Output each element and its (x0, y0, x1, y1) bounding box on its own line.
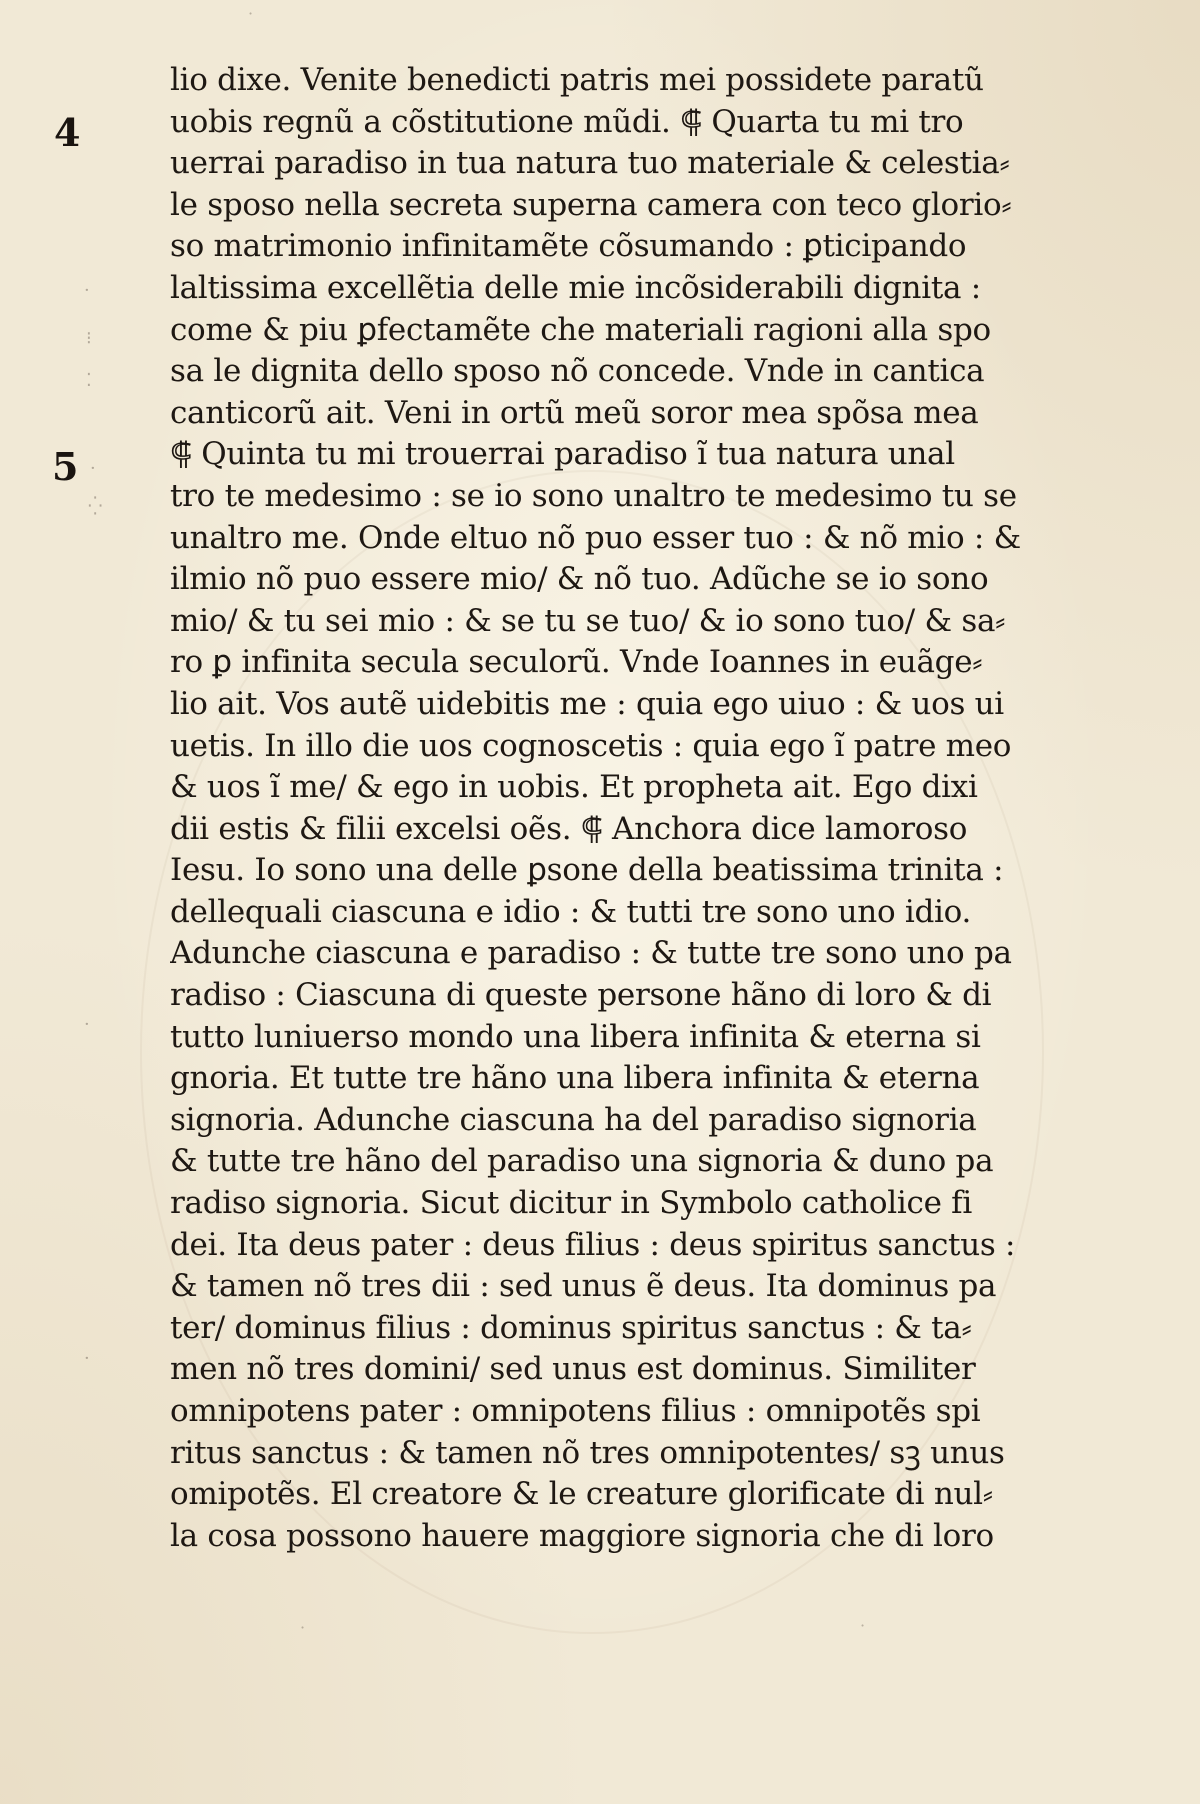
text-line: so matrimonio infinitamẽte cõsumando : ꝑticipando (170, 228, 967, 265)
margin-faint-mark: ⁝ (86, 328, 92, 349)
margin-faint-mark: · (90, 458, 96, 479)
margin-faint-mark: · (84, 1014, 90, 1035)
text-line: canticorũ ait. Veni in ortũ meũ soror mea spõsa mea (170, 394, 979, 431)
text-column (170, 60, 1070, 1557)
text-line: uobis regnũ a cõstitutione mũdi. ⸿ Quarta tu mi tro (170, 103, 964, 140)
margin-mark-five: 5 (52, 444, 79, 489)
margin-faint-mark: · (84, 280, 90, 301)
margin-mark-four: 4 (54, 110, 81, 155)
text-line: lio ait. Vos autẽ uidebitis me : quia ego uiuo : & uos ui (170, 685, 1004, 722)
text-line: & uos ĩ me/ & ego in uobis. Et propheta ait. Ego dixi (170, 769, 978, 806)
paper-speck: · (300, 1618, 306, 1637)
paper-speck: · (860, 1616, 866, 1635)
text-line: mio/ & tu sei mio : & se tu se tuo/ & io sono tuo/ & sa⸗ (170, 602, 1006, 639)
text-line: uetis. In illo die uos cognoscetis : quia ego ĩ patre meo (170, 727, 1012, 764)
text-line: la cosa possono hauere maggiore signoria che di loro (170, 1517, 994, 1554)
text-line: sa le dignita dello sposo nõ concede. Vnde in cantica (170, 353, 985, 390)
text-line: uerrai paradiso in tua natura tuo materiale & celestia⸗ (170, 145, 1010, 182)
text-line: dii estis & filii excelsi oẽs. ⸿ Anchora dice lamoroso (170, 810, 968, 847)
margin-faint-mark: · (84, 1348, 90, 1369)
text-line: radiso signoria. Sicut dicitur in Symbolo catholice fi (170, 1185, 972, 1222)
text-line: unaltro me. Onde eltuo nõ puo esser tuo : & nõ mio : & (170, 519, 1021, 556)
text-line: omnipotens pater : omnipotens filius : omnipotẽs spi (170, 1393, 981, 1429)
margin-faint-mark: ⁚ (86, 370, 92, 391)
text-line: signoria. Adunche ciascuna ha del paradiso signoria (170, 1101, 977, 1138)
text-line: laltissima excellẽtia delle mie incõsiderabili dignita : (170, 269, 981, 306)
text-line: & tutte tre hãno del paradiso una signoria & duno pa (170, 1143, 994, 1180)
text-line: ilmio nõ puo essere mio/ & nõ tuo. Adũche se io sono (170, 561, 989, 598)
text-line: come & piu ꝑfectamẽte che materiali ragioni alla spo (170, 311, 991, 348)
text-line: le sposo nella secreta superna camera con teco glorio⸗ (170, 186, 1012, 223)
text-line: men nõ tres domini/ sed unus est dominus. Similiter (170, 1351, 976, 1388)
text-line: tutto luniuerso mondo una libera infinita & eterna si (170, 1018, 981, 1055)
text-line: dei. Ita deus pater : deus filius : deus spiritus sanctus : (170, 1226, 1016, 1263)
text-line: radiso : Ciascuna di queste persone hãno di loro & di (170, 977, 992, 1014)
text-line: ro ꝑ infinita secula seculorũ. Vnde Ioannes in euãge⸗ (170, 644, 983, 681)
text-line: dellequali ciascuna e idio : & tutti tre sono uno idio. (170, 893, 972, 930)
text-line: gnoria. Et tutte tre hãno una libera infinita & eterna (170, 1060, 980, 1097)
text-line: Adunche ciascuna e paradiso : & tutte tre sono uno pa (170, 935, 1012, 972)
text-line: Iesu. Io sono una delle ꝑsone della beatissima trinita : (170, 852, 1004, 889)
text-line: omipotẽs. El creatore & le creature glorificate di nul⸗ (170, 1476, 993, 1513)
text-line: ⸿ Quinta tu mi trouerrai paradiso ĩ tua natura unal (170, 436, 955, 473)
text-line: & tamen nõ tres dii : sed unus ẽ deus. Ita dominus pa (170, 1268, 997, 1305)
text-line: lio dixe. Venite benedicti patris mei possidete paratũ (170, 62, 984, 98)
paper-speck: · (248, 4, 254, 23)
text-line: ter/ dominus filius : dominus spiritus sanctus : & ta⸗ (170, 1309, 972, 1346)
text-line: ritus sanctus : & tamen nõ tres omnipotentes/ sꝫ unus (170, 1434, 1005, 1471)
margin-faint-mark: ⁛ (88, 496, 103, 517)
text-line: tro te medesimo : se io sono unaltro te medesimo tu se (170, 477, 1017, 514)
